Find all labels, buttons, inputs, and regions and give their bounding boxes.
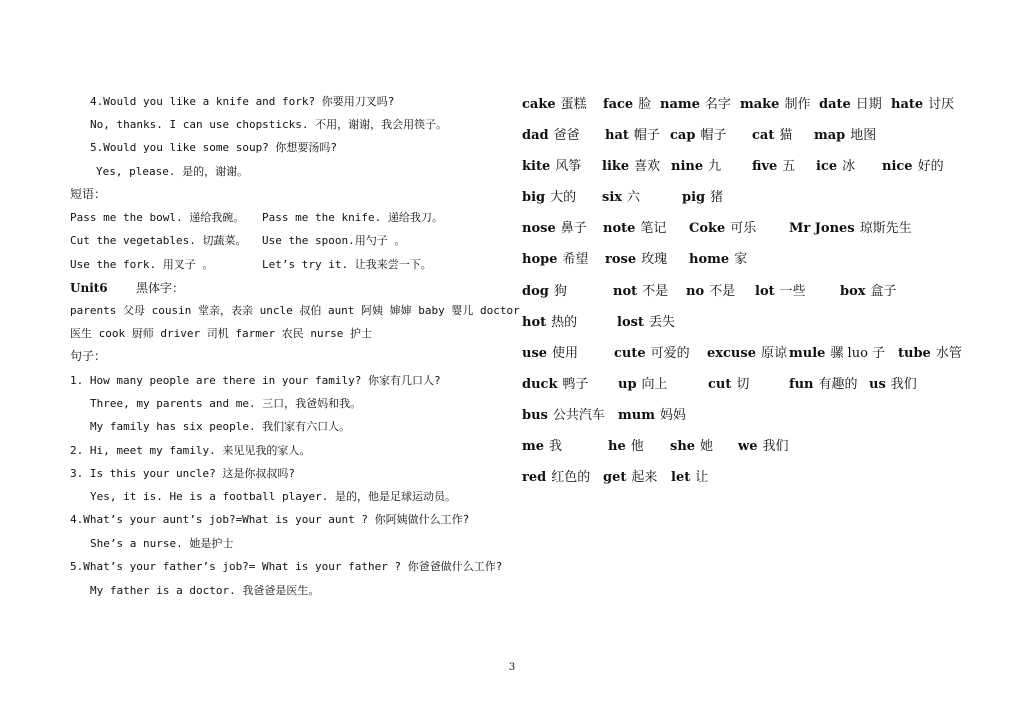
sentence-line: 5.Would you like some soup? 你想要汤吗?	[90, 141, 338, 154]
phrase-line: Use the spoon.用勺子 。	[262, 234, 406, 247]
phrase-line: Let’s try it. 让我来尝一下。	[262, 258, 432, 271]
phrase-line: Cut the vegetables. 切蔬菜。	[70, 234, 247, 247]
vocab-item: excuse 原谅	[707, 346, 787, 361]
vocab-item: cut 切	[708, 377, 750, 392]
vocab-item: Coke 可乐	[689, 221, 757, 236]
unit-heading: Unit6	[70, 281, 108, 295]
sentence-line: Three, my parents and me. 三口，我爸妈和我。	[90, 397, 362, 410]
vocab-item: cute 可爱的	[614, 346, 690, 361]
sentence-line: 1. How many people are there in your family? 你家有几口人?	[70, 374, 441, 387]
right-column	[520, 0, 1024, 722]
vocab-item: make 制作	[740, 97, 811, 112]
vocab-item: dog 狗	[522, 284, 567, 299]
sentence-line: 5.What’s your father’s job?= What is your father ? 你爸爸做什么工作?	[70, 560, 503, 573]
vocab-item: me 我	[522, 439, 563, 454]
vocab-item: bus 公共汽车	[522, 408, 605, 423]
vocab-item: tube 水管	[898, 346, 962, 361]
vocab-item: Mr Jones 琼斯先生	[789, 221, 912, 236]
sentence-line: 4.What’s your aunt’s job?=What is your aunt ? 你阿姨做什么工作?	[70, 513, 470, 526]
vocab-item: us 我们	[869, 377, 917, 392]
phrase-line: Pass me the knife. 递给我刀。	[262, 211, 443, 224]
sentence-line: My father is a doctor. 我爸爸是医生。	[90, 584, 320, 597]
vocab-item: mule 骡 luo 子	[789, 346, 886, 361]
vocab-item: hot 热的	[522, 315, 578, 330]
phrases-label: 短语：	[70, 187, 107, 201]
vocab-item: note 笔记	[603, 221, 667, 236]
vocab-item: like 喜欢	[602, 159, 661, 174]
vocab-item: lost 丢失	[617, 315, 675, 330]
vocab-item: box 盒子	[840, 284, 897, 299]
vocab-item: not 不是	[613, 284, 669, 299]
vocab-item: lot 一些	[755, 284, 806, 299]
vocab-item: he 他	[608, 439, 644, 454]
sentences-label: 句子：	[70, 349, 107, 363]
vocab-item: date 日期	[819, 97, 882, 112]
sentence-line: She’s a nurse. 她是护士	[90, 537, 234, 550]
vocab-item: big 大的	[522, 190, 577, 205]
sentence-line: 3. Is this your uncle? 这是你叔叔吗?	[70, 467, 295, 480]
vocab-item: up 向上	[618, 377, 668, 392]
vocab-item: get 起来	[603, 470, 658, 485]
bold-words-label: 黑体字：	[136, 281, 185, 295]
phrase-line: Pass me the bowl. 递给我碗。	[70, 211, 245, 224]
vocab-item: pig 猪	[682, 190, 724, 205]
vocab-item: nine 九	[671, 159, 722, 174]
vocab-item: kite 风筝	[522, 159, 582, 174]
sentence-line: Yes, please. 是的，谢谢。	[96, 165, 249, 178]
vocab-item: hate 讨厌	[891, 97, 955, 112]
vocab-item: no 不是	[686, 284, 736, 299]
vocab-line: parents 父母 cousin 堂亲，表亲 uncle 叔伯 aunt 阿姨 婶婶 baby 婴儿 doctor	[70, 304, 520, 317]
vocab-item: we 我们	[738, 439, 789, 454]
vocab-item: home 家	[689, 252, 748, 267]
vocab-item: cat 猫	[752, 128, 793, 143]
vocab-item: she 她	[670, 439, 714, 454]
vocab-item: hat 帽子	[605, 128, 660, 143]
vocab-item: name 名字	[660, 97, 731, 112]
vocab-item: nice 好的	[882, 159, 944, 174]
sentence-line: 2. Hi, meet my family. 来见见我的家人。	[70, 444, 311, 457]
vocab-item: fun 有趣的	[789, 377, 858, 392]
sentence-line: Yes, it is. He is a football player. 是的，他是足球运动员。	[90, 490, 457, 503]
vocab-item: ice 冰	[816, 159, 856, 174]
vocab-item: cap 帽子	[670, 128, 727, 143]
sentence-line: No, thanks. I can use chopsticks. 不用，谢谢，我会用筷子。	[90, 118, 448, 131]
vocab-item: use 使用	[522, 346, 579, 361]
vocab-item: duck 鸭子	[522, 377, 589, 392]
vocab-item: six 六	[602, 190, 641, 205]
vocab-item: map 地图	[814, 128, 877, 143]
vocab-item: mum 妈妈	[618, 408, 686, 423]
vocab-item: five 五	[752, 159, 796, 174]
page-number: 3	[508, 662, 516, 673]
vocab-item: rose 玫瑰	[605, 252, 668, 267]
vocab-line: 医生 cook 厨师 driver 司机 farmer 农民 nurse 护士	[70, 327, 373, 340]
vocab-item: face 脸	[603, 97, 652, 112]
vocab-item: dad 爸爸	[522, 128, 580, 143]
vocab-item: red 红色的	[522, 470, 591, 485]
vocab-item: nose 鼻子	[522, 221, 587, 236]
sentence-line: 4.Would you like a knife and fork? 你要用刀叉吗?	[90, 95, 395, 108]
sentence-line: My family has six people. 我们家有六口人。	[90, 420, 351, 433]
vocab-item: let 让	[671, 470, 709, 485]
vocab-item: cake 蛋糕	[522, 97, 587, 112]
phrase-line: Use the fork. 用叉子 。	[70, 258, 214, 271]
vocab-item: hope 希望	[522, 252, 589, 267]
